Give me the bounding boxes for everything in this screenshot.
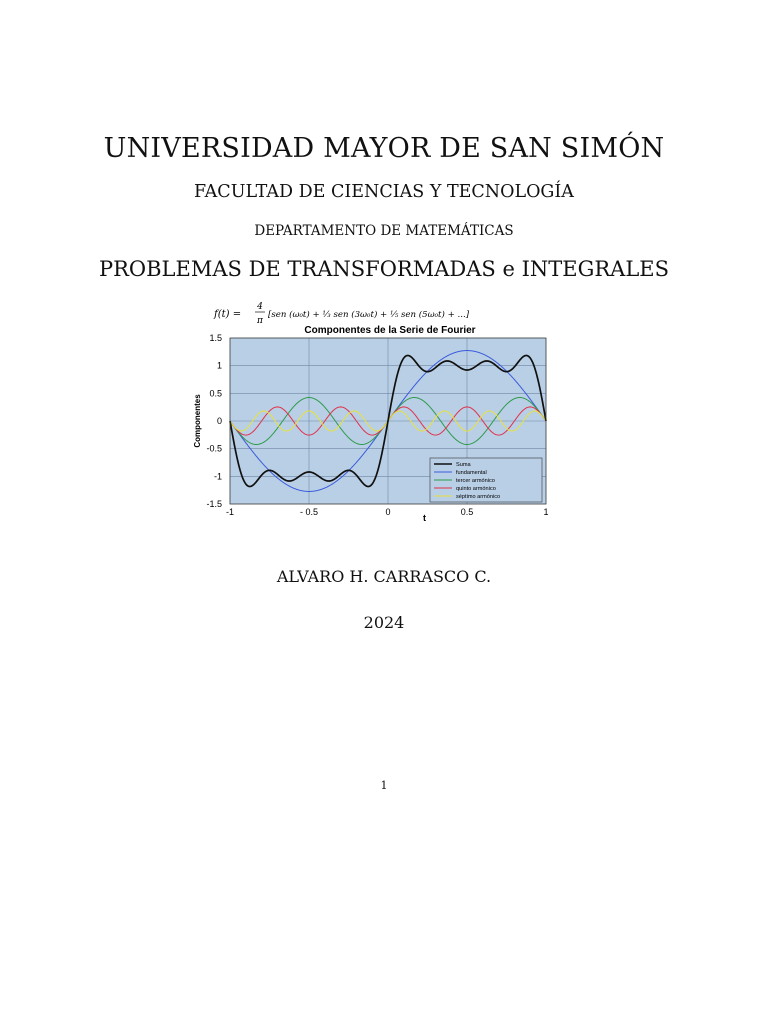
formula-lhs: f(t) = [214, 309, 242, 320]
x-axis-label: t [423, 513, 426, 523]
legend-label: tercer armónico [456, 478, 495, 484]
university-name: UNIVERSIDAD MAYOR DE SAN SIMÓN [103, 133, 665, 164]
formula-body: [sen (ω₀t) + ⅓ sen (3ω₀t) + ⅕ sen (5ω₀t) + ...] [268, 310, 470, 320]
x-tick-label: 0.5 [460, 507, 474, 517]
x-tick-label: -1 [225, 507, 235, 517]
y-tick-label: -1.5 [206, 499, 222, 509]
faculty-name: FACULTAD DE CIENCIAS Y TECNOLOGÍA [194, 182, 574, 202]
author-name: ALVARO H. CARRASCO C. [276, 567, 492, 586]
publication-year: 2024 [363, 613, 405, 632]
x-tick-label: 0 [385, 507, 391, 517]
legend-label: Suma [456, 462, 471, 468]
y-tick-label: 1.5 [209, 333, 222, 343]
legend-label: quinto armónico [456, 486, 496, 492]
y-tick-label: -0.5 [206, 443, 222, 454]
fourier-formula [213, 302, 470, 326]
y-axis-label: Componentes [193, 394, 202, 448]
formula-coef-num: 4 [257, 302, 263, 312]
y-tick-label: 0.5 [209, 388, 222, 399]
formula-coef-den: π [257, 316, 263, 326]
department-name: DEPARTAMENTO DE MATEMÁTICAS [254, 223, 514, 239]
legend-label: séptimo armónico [456, 494, 501, 500]
page-number: 1 [380, 779, 388, 792]
y-tick-label: 1 [216, 360, 222, 371]
y-tick-label: -1 [213, 471, 222, 482]
fourier-figure [186, 296, 562, 524]
fourier-chart [186, 296, 562, 524]
x-tick-label: 1 [543, 507, 549, 517]
chart-legend [430, 458, 542, 502]
chart-title: Componentes de la Serie de Fourier [304, 325, 476, 336]
document-title: PROBLEMAS DE TRANSFORMADAS e INTEGRALES [98, 257, 670, 281]
legend-label: fundamental [456, 470, 487, 476]
x-tick-label: - 0.5 [299, 507, 319, 517]
y-tick-label: 0 [216, 416, 222, 426]
